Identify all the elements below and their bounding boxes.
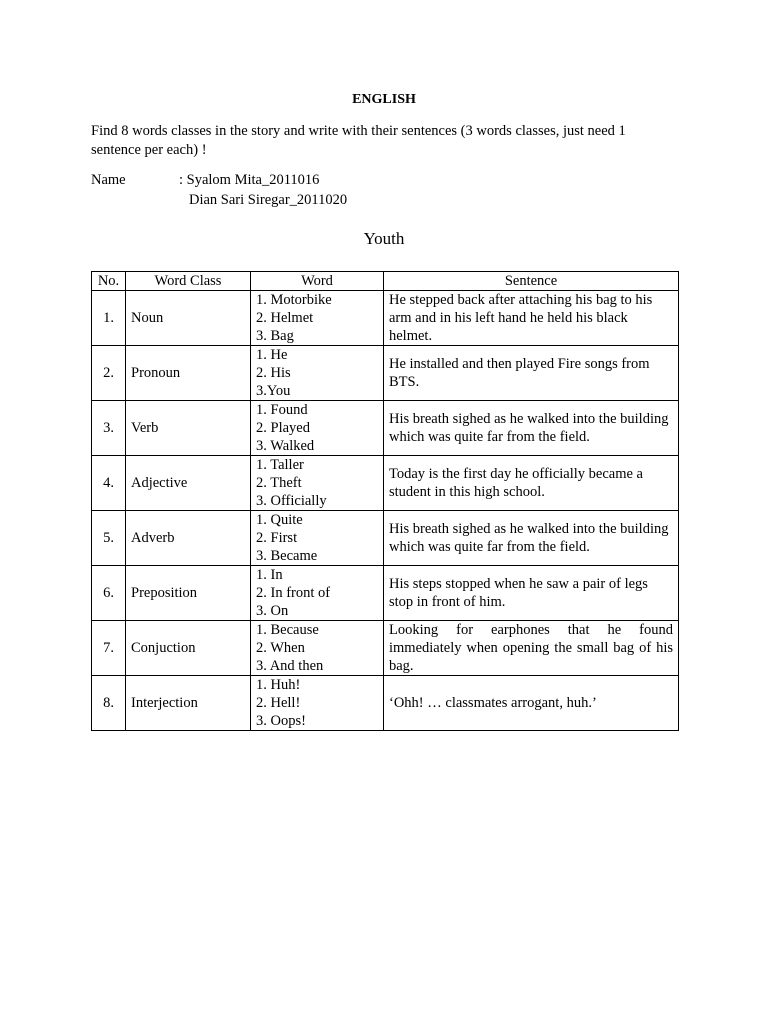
word-item: 1. In [256, 567, 283, 583]
word-item: 2. Played [256, 420, 310, 436]
word-item: 2. His [256, 365, 291, 381]
document-title: ENGLISH [352, 92, 416, 107]
word-list-cell [251, 566, 384, 621]
word-list-cell [251, 346, 384, 401]
word-list-cell [251, 291, 384, 346]
story-title: Youth [363, 229, 405, 248]
word-item: 2. Hell! [256, 695, 301, 711]
word-list-cell [251, 676, 384, 731]
row-number: 7. [92, 621, 126, 676]
row-number: 8. [92, 676, 126, 731]
table-row [92, 621, 679, 676]
sentence-cell: Looking for earphones that he found immediately when opening the small bag of his bag. [384, 621, 679, 676]
table-row [92, 346, 679, 401]
word-item: 1. Because [256, 622, 319, 638]
row-number: 3. [92, 401, 126, 456]
word-item: 1. Taller [256, 457, 304, 473]
table-row [92, 291, 679, 346]
table-row [92, 566, 679, 621]
word-item: 3. Bag [256, 328, 294, 344]
row-number: 5. [92, 511, 126, 566]
word-class-cell: Verb [126, 401, 251, 456]
sentence-cell: His breath sighed as he walked into the building which was quite far from the field. [384, 401, 679, 456]
word-class-cell: Pronoun [126, 346, 251, 401]
word-item: 1. He [256, 347, 288, 363]
column-header-sentence: Sentence [384, 272, 679, 291]
word-item: 1. Quite [256, 512, 303, 528]
column-header-no: No. [92, 272, 126, 291]
word-list-cell [251, 401, 384, 456]
table-row [92, 401, 679, 456]
sentence-cell: He stepped back after attaching his bag to his arm and in his left hand he held his black helmet. [384, 291, 679, 346]
word-class-cell: Adverb [126, 511, 251, 566]
row-number: 1. [92, 291, 126, 346]
word-item: 2. Theft [256, 475, 302, 491]
column-header-word-class: Word Class [126, 272, 251, 291]
word-item: 3.You [256, 383, 291, 399]
sentence-cell: His breath sighed as he walked into the building which was quite far from the field. [384, 511, 679, 566]
word-list-cell [251, 456, 384, 511]
column-header-word: Word [251, 272, 384, 291]
word-list-cell [251, 511, 384, 566]
word-item: 3. On [256, 603, 289, 619]
row-number: 2. [92, 346, 126, 401]
word-item: 3. Oops! [256, 713, 306, 729]
sentence-cell: He installed and then played Fire songs from BTS. [384, 346, 679, 401]
word-item: 2. When [256, 640, 305, 656]
student-name-1: : Syalom Mita_2011016 [179, 172, 320, 188]
word-item: 3. Officially [256, 493, 327, 509]
word-class-table [91, 271, 679, 731]
student-name-2: Dian Sari Siregar_2011020 [189, 192, 348, 208]
word-list-cell [251, 621, 384, 676]
word-item: 2. Helmet [256, 310, 314, 326]
table-header-row [92, 272, 679, 291]
sentence-cell: Today is the first day he officially became a student in this high school. [384, 456, 679, 511]
table-row [92, 511, 679, 566]
word-item: 2. In front of [256, 585, 331, 601]
word-item: 2. First [256, 530, 298, 546]
word-class-cell: Adjective [126, 456, 251, 511]
word-item: 1. Motorbike [256, 292, 332, 308]
sentence-cell: ‘Ohh! … classmates arrogant, huh.’ [384, 676, 679, 731]
row-number: 4. [92, 456, 126, 511]
name-label: Name [91, 172, 126, 188]
word-class-cell: Conjuction [126, 621, 251, 676]
table-row [92, 676, 679, 731]
word-item: 1. Found [256, 402, 308, 418]
word-item: 3. Became [256, 548, 318, 564]
table-row [92, 456, 679, 511]
instructions-text: Find 8 words classes in the story and write with their sentences (3 words classes, just need 1 sentence per each) ! [91, 123, 626, 158]
word-item: 1. Huh! [256, 677, 301, 693]
word-item: 3. And then [256, 658, 324, 674]
word-class-cell: Interjection [126, 676, 251, 731]
sentence-cell: His steps stopped when he saw a pair of legs stop in front of him. [384, 566, 679, 621]
word-class-cell: Noun [126, 291, 251, 346]
word-item: 3. Walked [256, 438, 315, 454]
word-class-cell: Preposition [126, 566, 251, 621]
row-number: 6. [92, 566, 126, 621]
